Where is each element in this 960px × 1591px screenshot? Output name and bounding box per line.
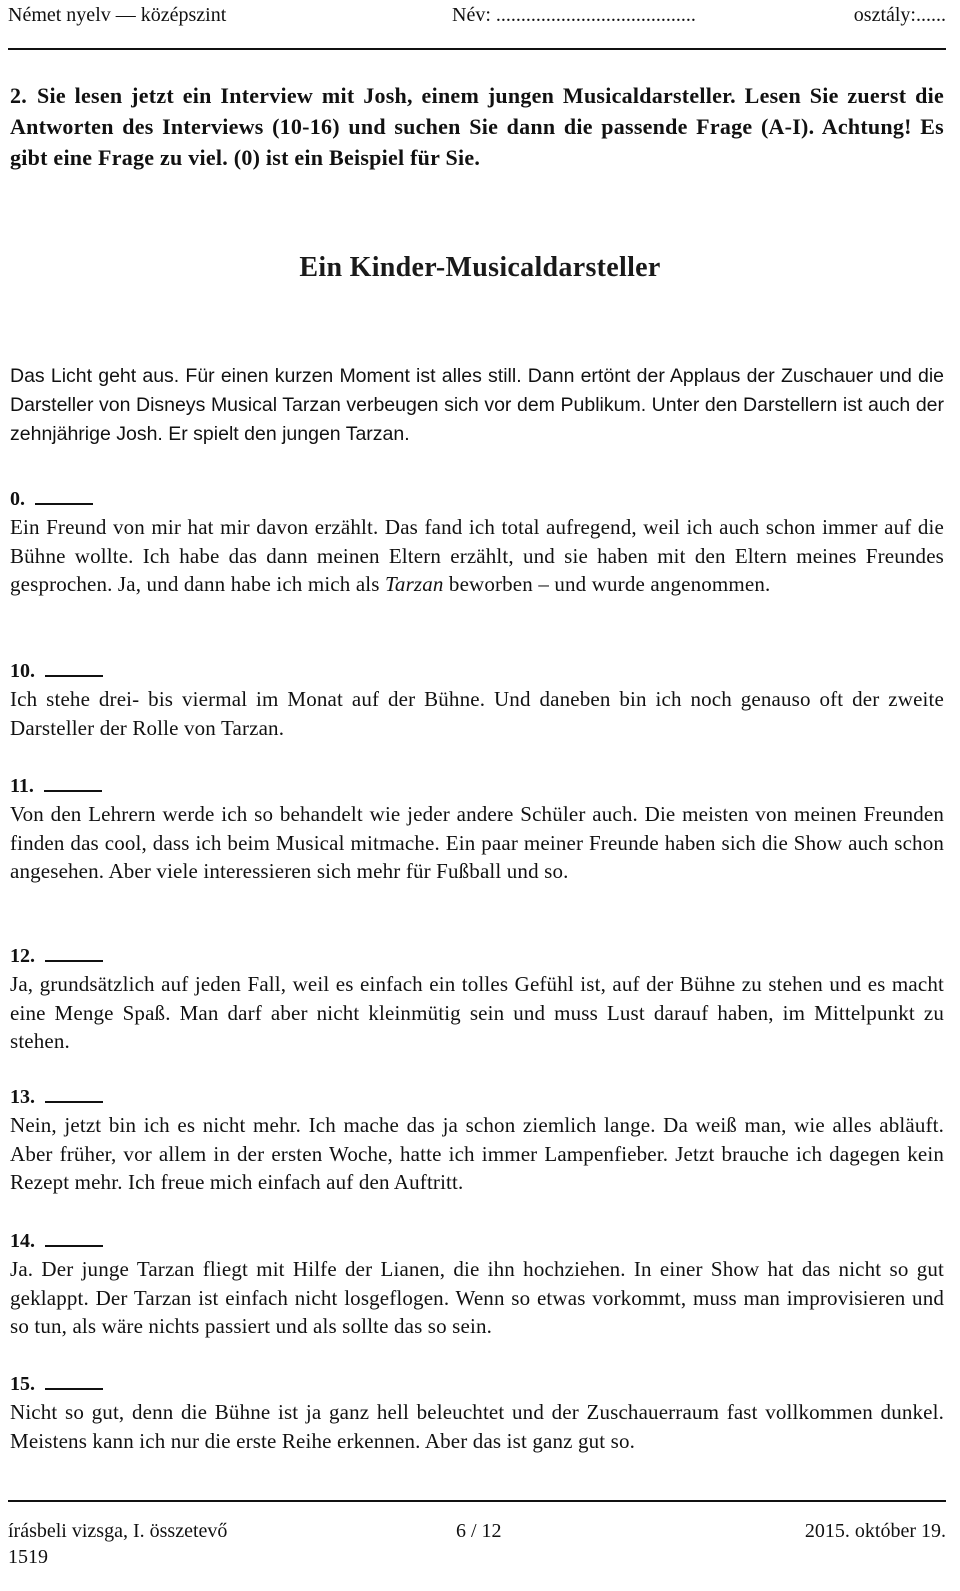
answer-blank[interactable] (35, 485, 93, 505)
item-number: 14. (10, 1230, 35, 1252)
page-header (8, 4, 946, 34)
interview-item-12 (10, 942, 944, 1056)
interview-item-10 (10, 657, 944, 742)
item-number-row (10, 1370, 944, 1398)
interview-item-14 (10, 1227, 944, 1341)
item-answer: Ja, grundsätzlich auf jeden Fall, weil es einfach ein tolles Gefühl ist, auf der Bühne zu stehen und es macht eine Menge Spaß. Man darf aber nicht kleinmütig sein und muss Lust darauf haben, im Mittelpunkt zu stehen. (10, 972, 944, 1053)
header-class-field: osztály:...... (853, 4, 946, 26)
interview-item-13 (10, 1083, 944, 1197)
item-number-row (10, 1083, 944, 1111)
answer-blank[interactable] (45, 1227, 103, 1247)
footer-page-number: 6 / 12 (456, 1520, 502, 1542)
interview-item-11 (10, 772, 944, 886)
item-number-row (10, 657, 944, 685)
interview-item-15 (10, 1370, 944, 1455)
answer-italic: Tarzan (385, 572, 444, 596)
item-number: 10. (10, 660, 35, 682)
item-answer: Von den Lehrern werde ich so behandelt wie jeder andere Schüler auch. Die meisten von meinen Freunden finden das cool, dass ich beim Musical mitmache. Ein paar meiner Freunde haben sich die Show auch schon angesehen. Aber viele interessieren sich mehr für Fußball und so. (10, 802, 944, 883)
task-text: Sie lesen jetzt ein Interview mit Josh, einem jungen Musicaldarsteller. Lesen Sie zuerst die Antworten des Interviews (10-16) und suchen Sie dann die passende Frage (A-I). Achtung! Es gibt eine Frage zu viel. (0) ist ein Beispiel für Sie. (10, 83, 944, 170)
item-answer: Nicht so gut, denn die Bühne ist ja ganz hell beleuchtet und der Zuschauerraum fast vollkommen dunkel. Meistens kann ich nur die erste Reihe erkennen. Aber das ist ganz gut so. (10, 1400, 944, 1453)
article-intro: Das Licht geht aus. Für einen kurzen Moment ist alles still. Dann ertönt der Applaus der Zuschauer und die Darsteller von Disneys Musical Tarzan verbeugen sich vor dem Publikum. Unter den Darstellern ist auch der zehnjährige Josh. Er spielt den jungen Tarzan. (10, 365, 944, 445)
footer-code: 1519 (8, 1546, 48, 1568)
page-footer (8, 1520, 946, 1580)
item-answer (10, 513, 944, 599)
answer-text-end: beworben – und wurde angenommen. (443, 572, 771, 596)
footer-date: 2015. október 19. (804, 1520, 946, 1542)
item-number-row (10, 772, 944, 800)
interview-item-0 (10, 485, 944, 599)
item-number: 15. (10, 1373, 35, 1395)
article-title: Ein Kinder-Musicaldarsteller (299, 252, 661, 283)
item-number-row (10, 1227, 944, 1255)
footer-divider (8, 1500, 946, 1502)
footer-exam: írásbeli vizsga, I. összetevő (8, 1520, 228, 1542)
answer-blank[interactable] (44, 772, 102, 792)
task-instructions (10, 80, 944, 173)
answer-blank[interactable] (45, 657, 103, 677)
answer-blank[interactable] (45, 942, 103, 962)
header-subject: Német nyelv — középszint (8, 4, 227, 26)
item-number-row (10, 485, 944, 513)
task-number: 2. (10, 83, 27, 108)
item-number: 12. (10, 945, 35, 967)
item-answer: Ich stehe drei- bis viermal im Monat auf der Bühne. Und daneben bin ich noch genauso oft der zweite Darsteller der Rolle von Tarzan. (10, 687, 944, 740)
item-number: 11. (10, 775, 34, 797)
item-number-row (10, 942, 944, 970)
header-name-field: Név: ........................................ (452, 4, 696, 26)
answer-blank[interactable] (45, 1370, 103, 1390)
answer-blank[interactable] (45, 1083, 103, 1103)
item-answer: Nein, jetzt bin ich es nicht mehr. Ich mache das ja schon ziemlich lange. Da weiß man, wie alles abläuft. Aber früher, vor allem in der ersten Woche, hatte ich immer Lampenfieber. Jetzt brauche ich dagegen kein Rezept mehr. Ich freue mich einfach auf den Auftritt. (10, 1113, 944, 1194)
item-number: 0. (10, 488, 25, 510)
header-divider (8, 48, 946, 50)
item-answer: Ja. Der junge Tarzan fliegt mit Hilfe der Lianen, die ihn hochziehen. In einer Show hat das nicht so gut geklappt. Der Tarzan ist einfach nicht losgeflogen. Wenn so etwas vorkommt, muss man improvisieren und so tun, als wäre nichts passiert und als sollte das so sein. (10, 1257, 944, 1338)
item-number: 13. (10, 1086, 35, 1108)
answer-text: Ein Freund von mir hat mir davon erzählt. Das fand ich total aufregend, weil ich auch schon immer auf die Bühne wollte. Ich habe das dann meinen Eltern erzählt, und sie haben mit den Eltern meines Freundes gesprochen. Ja, und dann habe ich mich als (10, 515, 944, 596)
